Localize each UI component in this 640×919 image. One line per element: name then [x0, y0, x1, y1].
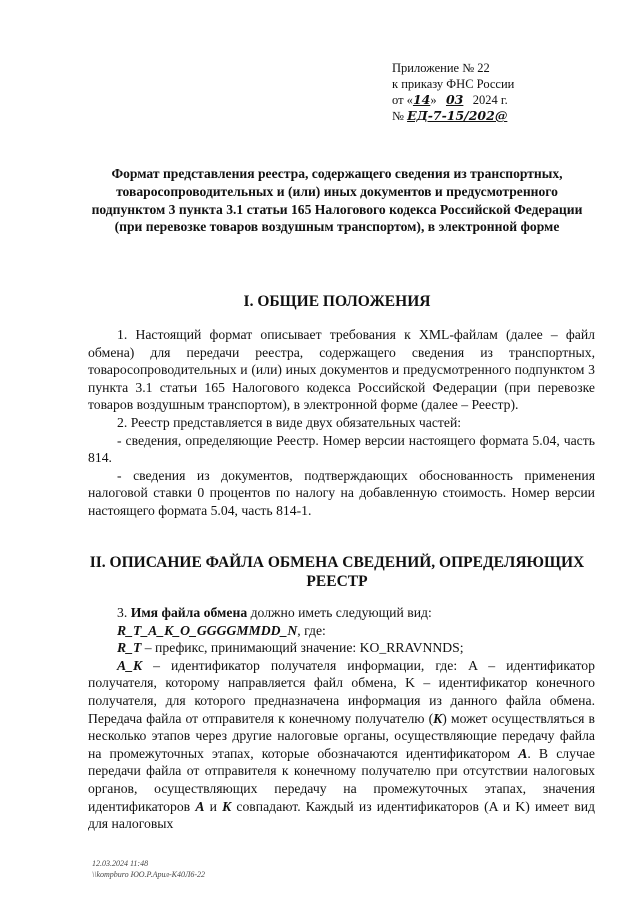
print-footer	[92, 858, 392, 880]
section-heading-general: I. ОБЩИЕ ПОЛОЖЕНИЯ	[243, 293, 431, 310]
paragraph-2: 2. Реестр представляется в виде двух обязательных частей:	[117, 414, 462, 430]
paragraph-filename: 3. Имя файла обмена должно иметь следующий вид:	[117, 605, 432, 620]
section-file-body	[88, 604, 595, 833]
order-number: № ЕД-7-15/202@	[392, 108, 508, 123]
paragraph-3: - сведения, определяющие Реестр. Номер версии настоящего формата 5.04, часть 814.	[88, 432, 595, 466]
date-day: 14	[412, 92, 431, 107]
document-title: Формат представления реестра, содержащего сведения из транспортных, товаросопроводительных и (или) иных документов и предусмотренного подпунктом 3 пункта 3.1 статьи 165 Налогового кодекса Российской Федерации (при перевозке товаров воздушным транспортом), в электронной форме	[91, 166, 583, 235]
order-reference: к приказу ФНС России	[392, 77, 515, 91]
paragraph-recipient-id: A_K – идентификатор получателя информации, где: A – идентификатор получателя, которому направляется файл обмена, K – идентификатор конечного получателя, для которого предназначена информация из данного файла обмена. Передача файла от отправителя к конечному получателю (K) может осуществляться в несколько этапов через другие налоговые органы, осуществляющие передачу файла на промежуточных этапах, которые обозначаются идентификатором A. В случае передачи файла от отправителя к конечному получателю при отсутствии налоговых органов, осуществляющих передачу на промежуточных этапах, значения идентификаторов A и K совпадают. Каждый из идентификаторов (A и K) имеет вид для налоговых	[88, 657, 596, 832]
footer-timestamp: 12.03.2024 11:48	[92, 859, 149, 868]
paragraph-filename-pattern: R_T_A_K_O_GGGGMMDD_N, где:	[117, 622, 326, 638]
footer-path: \\kompburo ЮО.Р.Арил-К40Л6-22	[92, 870, 206, 879]
section-general-body	[88, 326, 595, 520]
order-number-value: ЕД-7-15/202@	[407, 108, 508, 123]
section-heading-file-description: II. ОПИСАНИЕ ФАЙЛА ОБМЕНА СВЕДЕНИЙ, ОПРЕДЕЛЯЮЩИХ РЕЕСТР	[89, 554, 585, 590]
date-month: 03	[445, 92, 464, 107]
appendix-header	[392, 60, 592, 124]
paragraph-prefix: R_T – префикс, принимающий значение: KO_RRAVNNDS;	[117, 640, 464, 656]
appendix-number: Приложение № 22	[392, 61, 490, 75]
order-date: от «14» 03 2024 г.	[392, 92, 508, 107]
date-year: 2024 г.	[472, 93, 508, 107]
paragraph-4: - сведения из документов, подтверждающих обоснованность применения налоговой ставки 0 процентов по налогу на добавленную стоимость. Номер версии настоящего формата 5.04, часть 814-1.	[88, 467, 595, 518]
paragraph-1: 1. Настоящий формат описывает требования к XML-файлам (далее – файл обмена) для передачи реестра, содержащего сведения из транспортных, товаросопроводительных и (или) иных документов и предусмотренного подпунктом 3 пункта 3.1 статьи 165 Налогового кодекса Российской Федерации (при перевозке товаров воздушным транспортом), в электронной форме (далее – Реестр).	[88, 327, 595, 413]
